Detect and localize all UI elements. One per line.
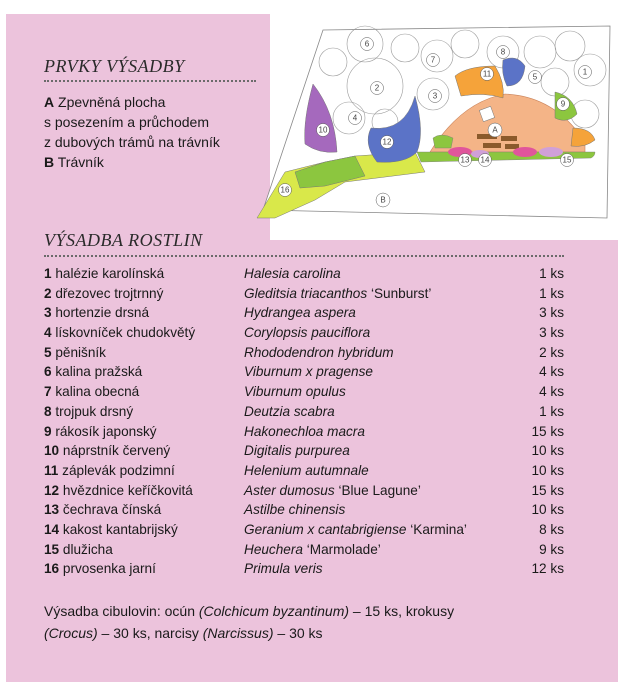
bulb-text-3: – 30 ks, narcisy: [97, 625, 203, 641]
plant-number: 9: [44, 423, 52, 439]
plant-number: 15: [44, 541, 60, 557]
plant-row: [44, 303, 564, 323]
bulb-latin-2: (Crocus): [44, 625, 98, 641]
plant-quantity: 1 ks: [539, 403, 564, 419]
plan-marker-label: 7: [430, 55, 436, 65]
plant-number: 16: [44, 561, 60, 577]
bulb-text-4: – 30 ks: [273, 625, 323, 641]
plan-marker-label: 9: [560, 99, 566, 109]
plant-latin-name: [244, 422, 365, 442]
planting-heading-divider: [44, 255, 564, 257]
plant-number: 4: [44, 325, 52, 341]
plant-number: 7: [44, 384, 52, 400]
plan-marker: [371, 82, 384, 95]
plant-quantity: 10 ks: [531, 502, 564, 518]
plant-czech-name: [44, 540, 113, 560]
heading-divider: [44, 80, 256, 82]
plant-quantity: 2 ks: [539, 344, 564, 360]
plan-area-letter: B: [380, 195, 386, 205]
plant-latin-label: Viburnum x pragense: [244, 364, 373, 380]
plant-latin-name: [244, 461, 369, 481]
plant-latin-label: Heuchera: [244, 541, 303, 557]
plan-marker-label: 14: [480, 155, 490, 165]
plant-row: [44, 422, 564, 442]
plant-row: [44, 481, 564, 501]
legend-a-letter: A: [44, 94, 55, 110]
plant-latin-label: Geranium x cantabrigiense: [244, 521, 407, 537]
plant-quantity: 12 ks: [531, 561, 564, 577]
plant-row: [44, 559, 564, 579]
plant-quantity: 15 ks: [531, 423, 564, 439]
plant-number: 12: [44, 482, 60, 498]
plant-czech-name: [44, 323, 195, 343]
plant-number: 6: [44, 364, 52, 380]
plant-czech-label: kalina pražská: [55, 364, 143, 380]
plant-row: [44, 284, 564, 304]
plant-row: [44, 441, 564, 461]
plant-czech-name: [44, 382, 139, 402]
plant-czech-name: [44, 441, 170, 461]
plant-latin-label: Hakonechloa macra: [244, 423, 365, 439]
plan-marker-label: 1: [582, 67, 588, 77]
plant-latin-name: [244, 284, 431, 304]
plant-czech-label: rákosík japonský: [55, 423, 157, 439]
plant-czech-label: kalina obecná: [55, 384, 140, 400]
plant-czech-label: prvosenka jarní: [62, 561, 156, 577]
grass-bed-9-mid: [433, 135, 453, 148]
plan-marker-label: 6: [364, 39, 370, 49]
bulb-planting-note: [44, 600, 564, 644]
elements-heading: PRVKY VÝSADBY: [44, 56, 185, 76]
plant-quantity: 1 ks: [539, 266, 564, 281]
plant-latin-name: [244, 303, 356, 323]
plant-czech-label: kakost kantabrijský: [62, 521, 178, 537]
plant-number: 10: [44, 443, 60, 459]
plant-latin-name: [244, 520, 467, 540]
plant-latin-label: Aster dumosus: [244, 482, 335, 498]
plant-number: 1: [44, 266, 52, 281]
plant-latin-name: [244, 559, 323, 579]
plan-marker: [459, 154, 472, 167]
plant-czech-name: [44, 500, 161, 520]
plant-number: 14: [44, 521, 60, 537]
plant-czech-name: [44, 520, 178, 540]
plant-quantity: 10 ks: [531, 462, 564, 478]
legend-b-line: [44, 152, 264, 172]
plant-czech-label: náprstník červený: [62, 443, 171, 459]
plan-marker-label: 16: [280, 185, 290, 195]
plan-marker: [317, 124, 330, 137]
plan-marker-label: 10: [318, 125, 328, 135]
plant-latin-name: [244, 441, 350, 461]
plant-czech-label: čechrava čínská: [62, 502, 162, 518]
plant-latin-label: Primula veris: [244, 561, 323, 577]
plant-czech-label: záplevák podzimní: [62, 462, 175, 478]
plan-marker: [427, 54, 440, 67]
plan-marker-label: 3: [432, 91, 438, 101]
plant-latin-name: [244, 323, 370, 343]
plant-czech-name: [44, 264, 164, 284]
bulb-text-1: Výsadba cibulovin: ocún: [44, 603, 199, 619]
plan-marker-label: 12: [382, 137, 392, 147]
plant-czech-label: hortenzie drsná: [55, 305, 150, 321]
plant-quantity: 3 ks: [539, 325, 564, 341]
plant-cultivar: ‘Karmina’: [410, 521, 467, 537]
plant-row: [44, 461, 564, 481]
plant-row: [44, 540, 564, 560]
plant-latin-name: [244, 402, 335, 422]
legend-b-letter: B: [44, 154, 55, 170]
plant-latin-label: Corylopsis pauciflora: [244, 325, 371, 341]
plant-row: [44, 323, 564, 343]
planting-heading: VÝSADBA ROSTLIN: [44, 230, 203, 250]
bulb-latin-1: (Colchicum byzantinum): [198, 603, 350, 619]
plant-czech-name: [44, 343, 106, 363]
plant-latin-name: [244, 481, 421, 501]
plant-latin-label: Deutzia scabra: [244, 403, 335, 419]
bulb-latin-3: (Narcissus): [202, 625, 274, 641]
plant-number: 8: [44, 403, 52, 419]
plant-latin-name: [244, 382, 346, 402]
plan-marker: [361, 38, 374, 51]
plant-row: [44, 362, 564, 382]
plan-marker: [529, 71, 542, 84]
plant-quantity: 1 ks: [539, 285, 564, 301]
plant-czech-name: [44, 559, 156, 579]
plant-latin-label: Halesia carolina: [244, 266, 341, 281]
plant-czech-name: [44, 422, 157, 442]
plant-cultivar: ‘Marmolade’: [306, 541, 381, 557]
plant-czech-label: dřezovec trojtrnný: [55, 285, 164, 301]
plant-czech-name: [44, 303, 149, 323]
plant-quantity: 10 ks: [531, 443, 564, 459]
plant-latin-label: Digitalis purpurea: [244, 443, 350, 459]
plant-quantity: 3 ks: [539, 305, 564, 321]
plant-row: [44, 520, 564, 540]
plant-row: [44, 402, 564, 422]
plant-quantity: 15 ks: [531, 482, 564, 498]
plant-czech-name: [44, 362, 142, 382]
plant-number: 13: [44, 502, 60, 518]
plant-czech-label: hvězdnice keříčkovitá: [62, 482, 193, 498]
bulb-text-2: – 15 ks, krokusy: [349, 603, 455, 619]
plant-row: [44, 343, 564, 363]
plan-marker: [279, 184, 292, 197]
plant-czech-name: [44, 402, 133, 422]
plant-latin-name: [244, 362, 373, 382]
plan-marker-label: 4: [352, 113, 358, 123]
plan-marker: [497, 46, 510, 59]
plant-list: [44, 264, 564, 579]
plan-area-label: [488, 123, 502, 137]
plant-czech-name: [44, 284, 163, 304]
legend-b-text: Trávník: [57, 154, 104, 170]
plant-number: 5: [44, 344, 52, 360]
plant-czech-label: trojpuk drsný: [55, 403, 134, 419]
plant-latin-name: [244, 343, 394, 363]
plan-marker-label: 11: [482, 69, 492, 79]
plan-marker-label: 15: [562, 155, 572, 165]
plant-quantity: 4 ks: [539, 364, 564, 380]
plant-czech-label: lískovníček chudokvětý: [55, 325, 196, 341]
legend-a-text: Zpevněná plocha: [58, 94, 166, 110]
plant-row: [44, 500, 564, 520]
plant-number: 11: [44, 462, 59, 478]
plant-czech-label: dlužicha: [62, 541, 113, 557]
plant-latin-label: Rhododendron hybridum: [244, 344, 394, 360]
plan-marker-label: 5: [532, 72, 538, 82]
garden-plan: [255, 22, 615, 230]
plant-cultivar: ‘Blue Lagune’: [338, 482, 421, 498]
plant-latin-label: Astilbe chinensis: [244, 502, 346, 518]
plan-marker: [481, 68, 494, 81]
plant-latin-label: Gleditsia triacanthos: [244, 285, 368, 301]
plant-czech-label: pěnišník: [55, 344, 106, 360]
legend-a-line-3: z dubových trámů na trávník: [44, 134, 220, 150]
plan-marker: [349, 112, 362, 125]
legend-a-line-1: [44, 92, 264, 112]
plant-quantity: 4 ks: [539, 384, 564, 400]
plan-area-letter: A: [492, 125, 498, 135]
plant-quantity: 9 ks: [539, 541, 564, 557]
plant-latin-label: Helenium autumnale: [244, 462, 369, 478]
plan-marker: [561, 154, 574, 167]
plant-latin-name: [244, 264, 341, 284]
plan-marker: [479, 154, 492, 167]
plan-marker: [429, 90, 442, 103]
plant-number: 2: [44, 285, 52, 301]
plan-marker-label: 8: [500, 47, 506, 57]
plant-row: [44, 264, 564, 284]
plan-area-label: [376, 193, 390, 207]
plant-latin-name: [244, 540, 381, 560]
plant-number: 3: [44, 305, 52, 321]
plant-czech-label: halézie karolínská: [55, 266, 165, 281]
plant-latin-label: Viburnum opulus: [244, 384, 346, 400]
plant-quantity: 8 ks: [539, 521, 564, 537]
plant-latin-label: Hydrangea aspera: [244, 305, 356, 321]
legend-a-line-2: s posezením a průchodem: [44, 114, 209, 130]
plant-czech-name: [44, 481, 193, 501]
plant-czech-name: [44, 461, 175, 481]
plan-marker-label: 13: [460, 155, 470, 165]
plant-row: [44, 382, 564, 402]
plan-marker: [579, 66, 592, 79]
plan-marker: [557, 98, 570, 111]
plan-marker-label: 2: [374, 83, 380, 93]
plant-latin-name: [244, 500, 345, 520]
planting-elements-legend: [44, 92, 264, 172]
plant-cultivar: ‘Sunburst’: [370, 285, 432, 301]
plan-marker: [381, 136, 394, 149]
